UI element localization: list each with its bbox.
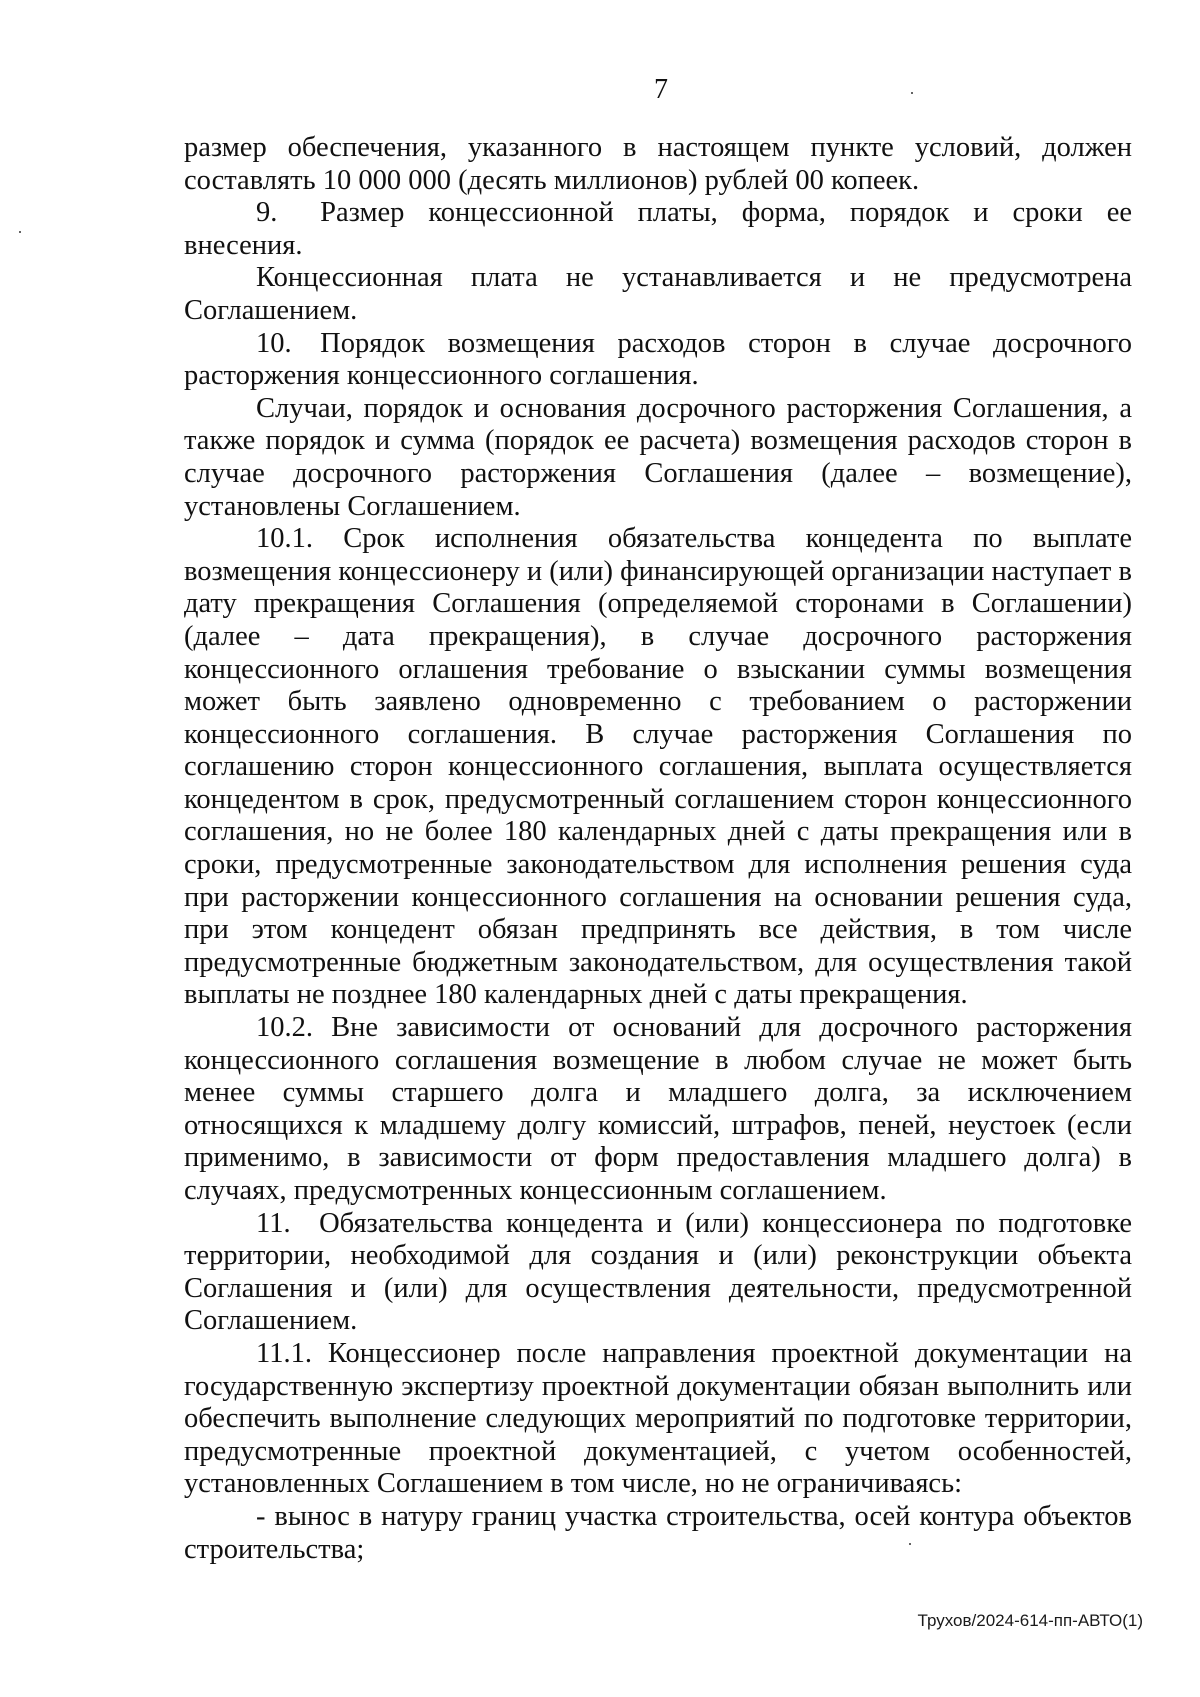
scan-artifact-dot — [911, 92, 913, 94]
page-number: 7 — [654, 74, 668, 105]
paragraph-list-item: - вынос в натуру границ участка строительства, осей контура объектов строительства; — [184, 1500, 1132, 1565]
paragraph-section-10-text: Случаи, порядок и основания досрочного расторжения Соглашения, а также порядок и сумма (порядок ее расчета) возмещения расходов сторон в случае досрочного расторжения Соглашения (далее – возмещение), установлены Соглашением. — [184, 392, 1132, 522]
document-footer-code: Трухов/2024-614-пп-АВТО(1) — [917, 1611, 1143, 1630]
paragraph-section-9-heading: 9. Размер концессионной платы, форма, порядок и сроки ее внесения. — [184, 197, 1132, 261]
paragraph-section-11-heading: 11. Обязательства концедента и (или) концессионера по подготовке территории, необходимой для создания и (или) реконструкции объекта Соглашения и (или) для осуществления деятельности, предусмотренной Соглашением. — [184, 1207, 1132, 1337]
paragraph-section-10-1: 10.1. Срок исполнения обязательства концедента по выплате возмещения концессионеру и (или) финансирующей организации наступает в дату прекращения Соглашения (определяемой сторонами в Соглашении) (далее – дата прекращения), в случае досрочного расторжения концессионного оглашения требование о взыскании суммы возмещения может быть заявлено одновременно с требованием о расторжении концессионного соглашения. В случае расторжения Соглашения по соглашению сторон концессионного соглашения, выплата осуществляется концедентом в срок, предусмотренный соглашением сторон концессионного соглашения, но не более 180 календарных дней с даты прекращения или в сроки, предусмотренные законодательством для исполнения решения суда при расторжении концессионного соглашения на основании решения суда, при этом концедент обязан предпринять все действия, в том числе предусмотренные бюджетным законодательством, для осуществления такой выплаты не позднее 180 календарных дней с даты прекращения. — [184, 523, 1132, 1011]
paragraph-continuation: размер обеспечения, указанного в настоящем пункте условий, должен составлять 10 000 000 (десять миллионов) рублей 00 копеек. — [184, 132, 1132, 196]
paragraph-section-11-1: 11.1. Концессионер после направления проектной документации на государственную экспертизу проектной документации обязан выполнить или обеспечить выполнение следующих мероприятий по подготовке территории, предусмотренные проектной документацией, с учетом особенностей, установленных Соглашением в том числе, но не ограничиваясь: — [184, 1337, 1132, 1500]
document-body — [184, 132, 1132, 1566]
paragraph-section-10-heading: 10. Порядок возмещения расходов сторон в случае досрочного расторжения концессионного соглашения. — [184, 327, 1132, 392]
paragraph-section-9-text: Концессионная плата не устанавливается и не предусмотрена Соглашением. — [184, 262, 1132, 326]
scan-artifact-dot — [19, 231, 21, 233]
paragraph-section-10-2: 10.2. Вне зависимости от оснований для досрочного расторжения концессионного соглашения возмещение в любом случае не может быть менее суммы старшего долга и младшего долга, за исключением относящихся к младшему долгу комиссий, штрафов, пеней, неустоек (если применимо, в зависимости от форм предоставления младшего долга) в случаях, предусмотренных концессионным соглашением. — [184, 1012, 1132, 1206]
